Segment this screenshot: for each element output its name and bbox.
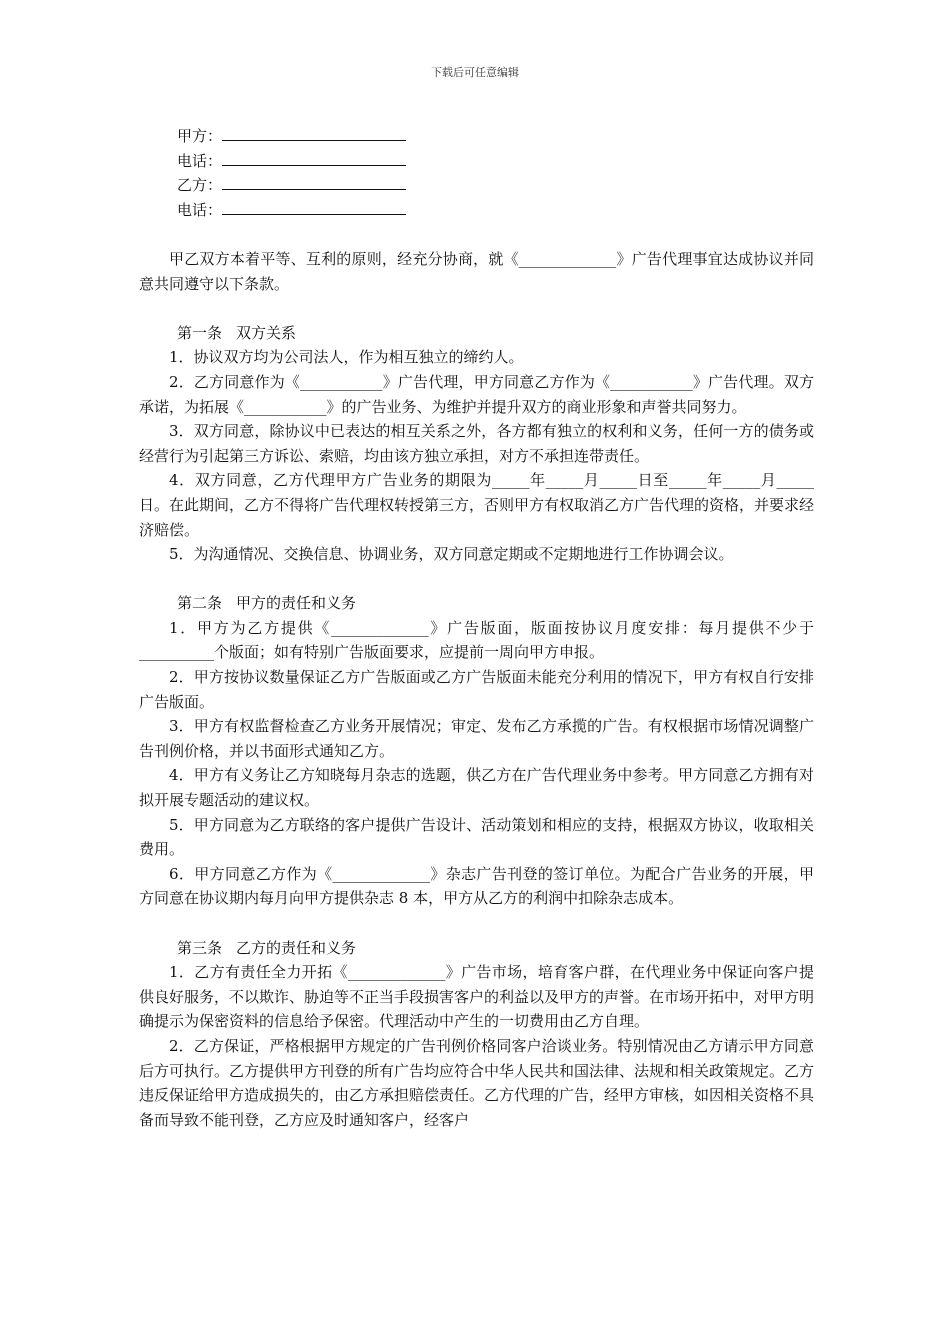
page-header: 下载后可任意编辑 bbox=[431, 66, 519, 79]
article-3-heading: 乙方的责任和义务 bbox=[236, 938, 357, 957]
party-b-label: 乙方： bbox=[177, 176, 223, 195]
spacer bbox=[139, 911, 814, 936]
party-a-label: 甲方： bbox=[177, 127, 223, 145]
article-1-clause-1: 1．协议双方均为公司法人，作为相互独立的缔约人。 bbox=[169, 348, 524, 367]
party-b-blank bbox=[222, 174, 406, 190]
party-b-phone-blank bbox=[222, 199, 406, 215]
article-2-clause-6: 6．甲方同意乙方作为《_____________》杂志广告刊登的签订单位。为配合广告业务的开展，甲方同意在协议期内每月向甲方提供杂志 8 本，甲方从乙方的利润中扣除杂志成本。 bbox=[139, 864, 814, 908]
article-2-clause-2: 2．甲方按协议数量保证乙方广告版面或乙方广告版面未能充分利用的情况下，甲方有权自行安排广告版面。 bbox=[139, 668, 814, 711]
article-2-clause-3: 3．甲方有权监督检查乙方业务开展情况；审定、发布乙方承揽的广告。有权根据市场情况调整广告刊例价格，并以书面形式通知乙方。 bbox=[139, 717, 814, 760]
party-a-line bbox=[177, 124, 814, 149]
article-2-number: 第二条 bbox=[177, 594, 223, 613]
article-2-clause-1: 1．甲方为乙方提供《_____________》广告版面，版面按协议月度安排：每月提供不少于__________个版面；如有特别广告版面要求，应提前一周向甲方申报。 bbox=[139, 618, 814, 662]
article-1-clause-3: 3．双方同意，除协议中已表达的相互关系之外，各方都有独立的权利和义务，任何一方的债务或经营行为引起第三方诉讼、索赔，均由该方独立承担，对方不承担连带责任。 bbox=[139, 422, 814, 465]
spacer bbox=[139, 567, 814, 592]
contract-body bbox=[139, 124, 814, 1132]
party-a-phone-blank bbox=[222, 150, 406, 166]
article-3-number: 第三条 bbox=[177, 938, 223, 957]
spacer bbox=[139, 296, 814, 321]
article-2-clause-5: 5．甲方同意为乙方联络的客户提供广告设计、活动策划和相应的支持，根据双方协议，收取相关费用。 bbox=[139, 815, 814, 859]
article-1-heading: 双方关系 bbox=[236, 323, 297, 342]
article-1-clause-2: 2．乙方同意作为《___________》广告代理，甲方同意乙方作为《___________》广告代理。双方承诺，为拓展《___________》的广告业务、为维护并提升双方的商业形象和声誉共同努力。 bbox=[139, 372, 814, 416]
party-b-phone-line bbox=[177, 198, 814, 223]
party-a-blank bbox=[222, 125, 406, 141]
article-3-title bbox=[139, 936, 814, 961]
spacer bbox=[139, 222, 814, 247]
article-2-title bbox=[139, 591, 814, 616]
article-2-heading: 甲方的责任和义务 bbox=[236, 594, 357, 613]
article-3-clause-1: 1．乙方有责任全力开拓《_____________》广告市场，培育客户群，在代理业务中保证向客户提供良好服务，不以欺诈、胁迫等不正当手段损害客户的利益以及甲方的声誉。在市场开拓中，对甲方明确提示为保密资料的信息给予保密。代理活动中产生的一切费用由乙方自理。 bbox=[139, 963, 815, 1031]
party-a-phone-line bbox=[177, 149, 814, 174]
article-1-number: 第一条 bbox=[177, 323, 223, 342]
party-a-phone-label: 电话： bbox=[177, 151, 223, 170]
party-b-line bbox=[177, 173, 814, 198]
article-1-clause-4: 4．双方同意，乙方代理甲方广告业务的期限为_____年_____月_____日至_____年_____月_____日。在此期间，乙方不得将广告代理权转授第三方，否则甲方有权取消乙方广告代理的资格，并要求经济赔偿。 bbox=[139, 471, 815, 539]
article-1-clause-5: 5．为沟通情况、交换信息、协调业务，双方同意定期或不定期地进行工作协调会议。 bbox=[169, 545, 734, 564]
article-2-clause-4: 4．甲方有义务让乙方知晓每月杂志的选题，供乙方在广告代理业务中参考。甲方同意乙方拥有对拟开展专题活动的建议权。 bbox=[139, 766, 814, 810]
article-1-title bbox=[139, 321, 814, 346]
article-3-clause-2: 2．乙方保证，严格根据甲方规定的广告刊例价格同客户洽谈业务。特别情况由乙方请示甲方同意后方可执行。乙方提供甲方刊登的所有广告均应符合中华人民共和国法律、法规和相关政策规定。乙方违反保证给甲方造成损失的，由乙方承担赔偿责任。乙方代理的广告，经甲方审核，如因相关资格不具备而导致不能刊登，乙方应及时通知客户，经客户 bbox=[139, 1036, 815, 1129]
party-b-phone-label: 电话： bbox=[177, 200, 223, 219]
party-info-block bbox=[139, 124, 814, 222]
intro-paragraph: 甲乙双方本着平等、互利的原则，经充分协商，就《_____________》广告代理事宜达成协议并同意共同遵守以下条款。 bbox=[139, 249, 814, 293]
